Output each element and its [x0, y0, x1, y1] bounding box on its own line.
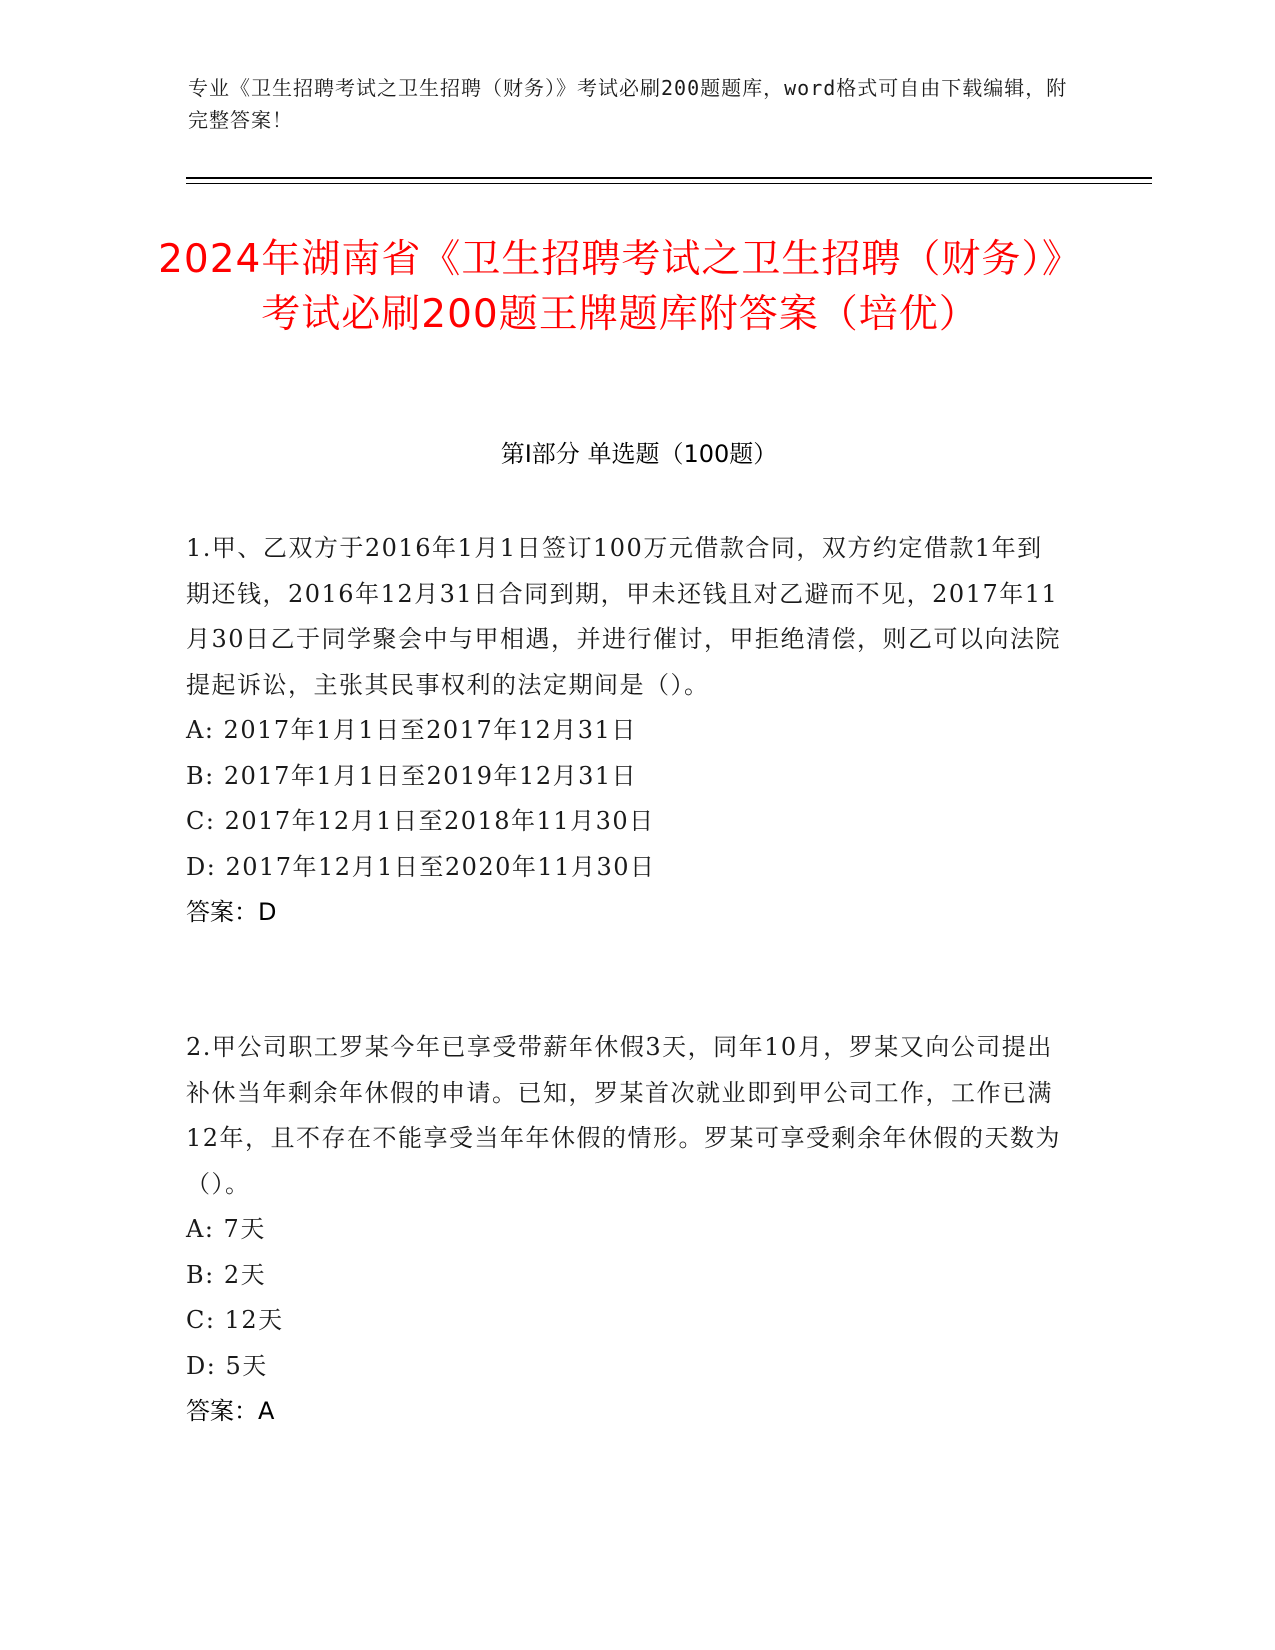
header-divider-thin: [186, 183, 1152, 184]
header-note: 专业《卫生招聘考试之卫生招聘（财务）》考试必刷200题题库，word格式可自由下载编辑，附完整答案！: [188, 76, 1068, 132]
document-title: 2024年湖南省《卫生招聘考试之卫生招聘（财务）》考试必刷200题王牌题库附答案（培优）: [158, 237, 1082, 337]
option-c: C: 2017年12月1日至2018年11月30日: [186, 807, 655, 835]
section-title: 第I部分 单选题（100题）: [500, 440, 778, 468]
question-1: [186, 526, 1066, 936]
answer: 答案：D: [186, 898, 277, 926]
option-d: D: 5天: [186, 1351, 268, 1380]
header-divider-thick: [186, 177, 1152, 179]
option-a: A: 7天: [186, 1215, 266, 1243]
option-d: D: 2017年12月1日至2020年11月30日: [186, 852, 656, 881]
option-b: B: 2017年1月1日至2019年12月31日: [186, 761, 638, 790]
question-2: [186, 1025, 1066, 1435]
answer: 答案：A: [186, 1397, 275, 1425]
option-c: C: 12天: [186, 1306, 284, 1334]
option-a: A: 2017年1月1日至2017年12月31日: [186, 716, 637, 744]
question-stem: 1.甲、乙双方于2016年1月1日签订100万元借款合同，双方约定借款1年到期还钱，2016年12月31日合同到期，甲未还钱且对乙避而不见，2017年11月30日乙于同学聚会中与甲相遇，并进行催讨，甲拒绝清偿，则乙可以向法院提起诉讼，主张其民事权利的法定期间是（）。: [186, 534, 1062, 699]
question-stem: 2.甲公司职工罗某今年已享受带薪年休假3天，同年10月，罗某又向公司提出补休当年剩余年休假的申请。已知，罗某首次就业即到甲公司工作，工作已满12年，且不存在不能享受当年年休假的情形。罗某可享受剩余年休假的天数为（）。: [186, 1033, 1062, 1198]
option-b: B: 2天: [186, 1260, 267, 1289]
